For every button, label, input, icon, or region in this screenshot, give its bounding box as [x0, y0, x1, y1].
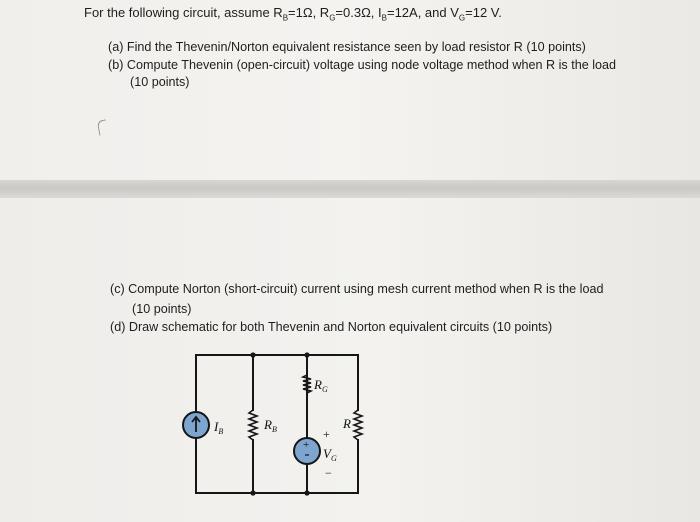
vg-label: $V_G$	[323, 446, 337, 463]
page-top	[0, 0, 700, 182]
rg-resistor	[303, 375, 311, 393]
part-c-points: (10 points)	[132, 302, 192, 316]
node-dot	[304, 352, 309, 357]
rb-resistor	[249, 410, 257, 440]
vg-minus-sign: −	[325, 466, 332, 480]
part-b-points: (10 points)	[130, 75, 190, 89]
circuit-diagram	[170, 345, 390, 500]
ib-label: $I_B$	[214, 419, 224, 436]
vg-source-plus: +	[303, 439, 310, 451]
rg-label: $R_G$	[314, 377, 328, 394]
load-resistor	[354, 410, 362, 440]
node-dot	[250, 352, 255, 357]
vg-plus-sign: +	[323, 427, 330, 441]
part-a: (a) Find the Thevenin/Norton equivalent resistance seen by load resistor R (10 points)	[108, 40, 586, 54]
part-d: (d) Draw schematic for both Thevenin and Norton equivalent circuits (10 points)	[110, 320, 553, 334]
problem-statement: For the following circuit, assume $R_B=1\Omega$, $R_G=0.3\Omega$, $I_B=12A$, and $V_G=12$ V.	[84, 5, 502, 23]
node-dot	[304, 490, 309, 495]
page-divider	[0, 180, 700, 198]
part-b: (b) Compute Thevenin (open-circuit) voltage using node voltage method when R is the load	[108, 58, 617, 72]
load-label: R	[343, 416, 351, 431]
part-c: (c) Compute Norton (short-circuit) current using mesh current method when R is the load	[110, 282, 604, 296]
node-dot	[250, 490, 255, 495]
rb-label: $R_B$	[264, 417, 277, 434]
